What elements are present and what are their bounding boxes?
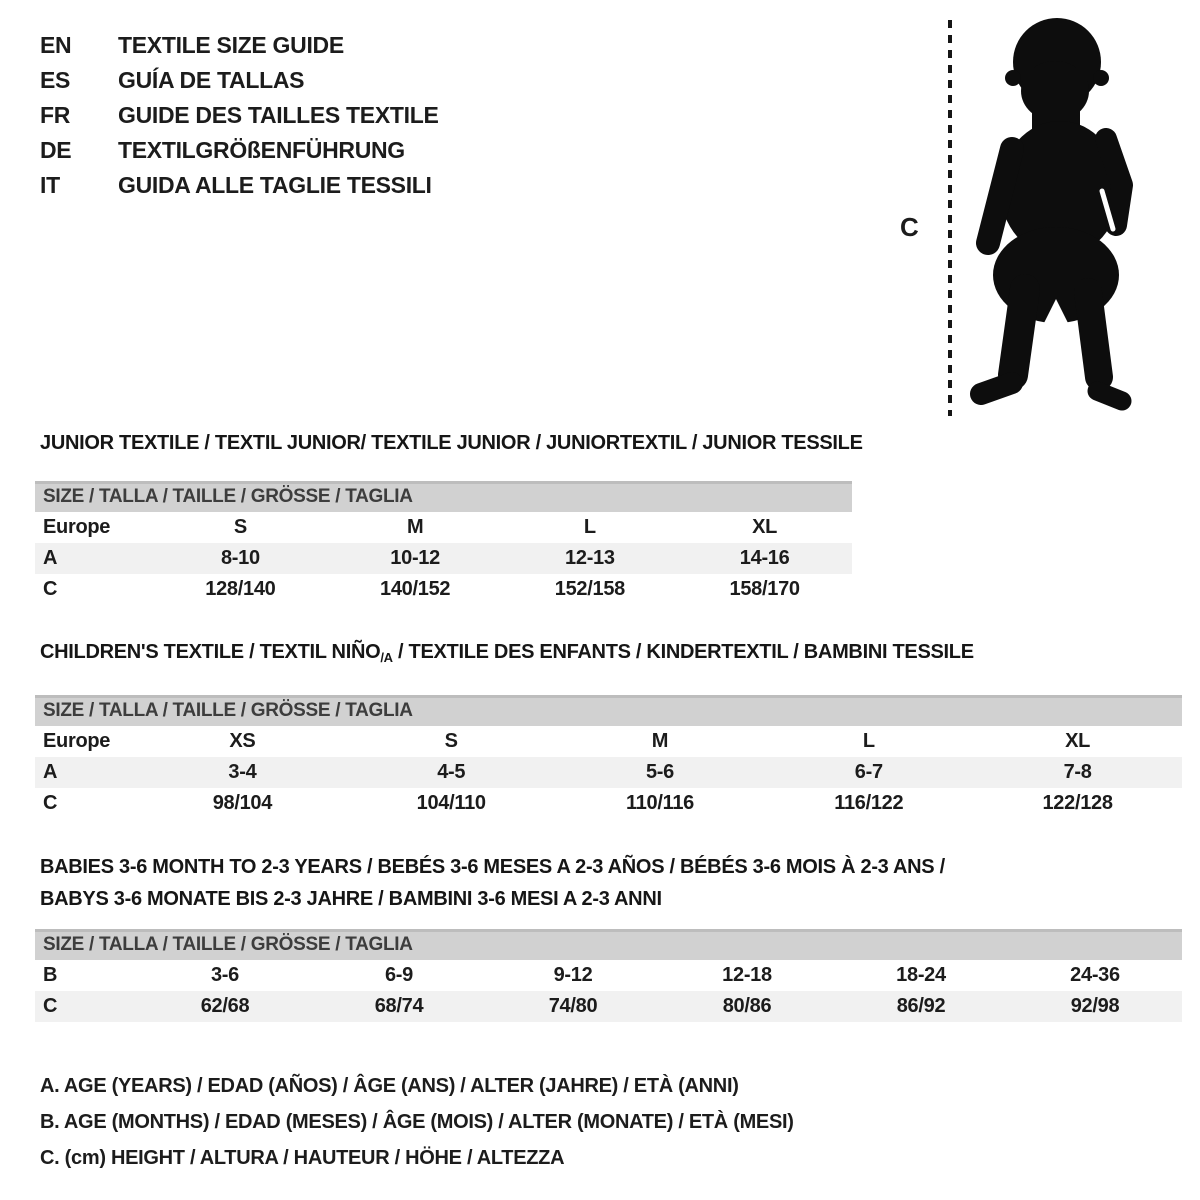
language-row-fr [40, 98, 439, 133]
legend-line-b: B. AGE (MONTHS) / EDAD (MESES) / ÂGE (MOIS) / ALTER (MONATE) / ETÀ (MESI) [40, 1111, 794, 1133]
row-value: 3-4 [228, 761, 257, 783]
row-value: 80/86 [722, 995, 772, 1017]
row-label: Europe [43, 730, 111, 752]
language-row-it [40, 168, 439, 203]
junior-section-title: JUNIOR TEXTILE / TEXTIL JUNIOR/ TEXTILE JUNIOR / JUNIORTEXTIL / JUNIOR TESSILE [40, 432, 863, 454]
row-value: 12-13 [565, 547, 615, 569]
row-value: 104/110 [416, 792, 486, 814]
size-table-header: SIZE / TALLA / TAILLE / GRÖSSE / TAGLIA [35, 695, 1182, 726]
toddler-silhouette-icon [968, 17, 1138, 417]
row-label: A [43, 547, 58, 569]
language-row-en [40, 28, 439, 63]
height-measure-dashed-line [948, 20, 952, 416]
size-table-row [35, 512, 852, 543]
children-title-subscript: /A [380, 650, 393, 665]
size-table-row [35, 543, 852, 574]
children-table-body [35, 726, 1182, 819]
row-value: 5-6 [645, 761, 674, 783]
row-value: M [406, 516, 424, 538]
size-table-row [35, 574, 852, 605]
children-title-main: CHILDREN'S TEXTILE / TEXTIL NIÑO [40, 641, 381, 663]
row-value: L [862, 730, 875, 752]
measurement-legend [40, 1068, 794, 1176]
section-junior-textile [35, 432, 863, 605]
size-table-row [35, 960, 1182, 991]
language-code: DE [40, 137, 72, 163]
babies-size-table [35, 929, 1182, 1022]
size-table-header: SIZE / TALLA / TAILLE / GRÖSSE / TAGLIA [35, 929, 1182, 960]
row-value: 68/74 [374, 995, 424, 1017]
row-value: 116/122 [834, 792, 904, 814]
row-value: 128/140 [205, 578, 276, 600]
row-value: 12-18 [722, 964, 772, 986]
row-label: A [43, 761, 58, 783]
row-value: 6-7 [854, 761, 883, 783]
row-value: M [651, 730, 669, 752]
row-value: 140/152 [380, 578, 451, 600]
legend-line-c: C. (cm) HEIGHT / ALTURA / HAUTEUR / HÖHE / ALTEZZA [40, 1147, 565, 1169]
row-value: 74/80 [548, 995, 598, 1017]
row-label: C [43, 578, 58, 600]
height-measure-label: C [900, 212, 919, 242]
row-value: S [233, 516, 247, 538]
size-table-row [35, 757, 1182, 788]
language-code: IT [40, 172, 60, 198]
row-value: XL [752, 516, 778, 538]
size-table-header: SIZE / TALLA / TAILLE / GRÖSSE / TAGLIA [35, 481, 852, 512]
row-value: XS [229, 730, 256, 752]
row-value: 10-12 [390, 547, 440, 569]
legend-line-a: A. AGE (YEARS) / EDAD (AÑOS) / ÂGE (ANS) / ALTER (JAHRE) / ETÀ (ANNI) [40, 1075, 739, 1097]
row-label: Europe [43, 516, 111, 538]
junior-table-body [35, 512, 852, 605]
guide-title-it: GUIDA ALLE TAGLIE TESSILI [118, 172, 432, 198]
row-value: 6-9 [384, 964, 413, 986]
babies-section-title-line1: BABIES 3-6 MONTH TO 2-3 YEARS / BEBÉS 3-6 MESES A 2-3 AÑOS / BÉBÉS 3-6 MOIS À 2-3 ANS / [40, 856, 945, 878]
row-value: 98/104 [212, 792, 273, 814]
row-value: 14-16 [739, 547, 790, 569]
row-value: 92/98 [1070, 995, 1120, 1017]
row-value: 152/158 [554, 578, 625, 600]
row-value: 7-8 [1063, 761, 1092, 783]
size-table-row [35, 726, 1182, 757]
row-value: 3-6 [210, 964, 239, 986]
row-value: 86/92 [896, 995, 946, 1017]
row-value: 8-10 [220, 547, 260, 569]
size-table-row [35, 991, 1182, 1022]
guide-title-de: TEXTILGRÖßENFÜHRUNG [118, 137, 405, 163]
section-children-textile [35, 641, 1182, 819]
row-value: 18-24 [896, 964, 946, 986]
guide-title-es: GUÍA DE TALLAS [118, 67, 305, 93]
row-value: S [444, 730, 458, 752]
row-value: 62/68 [200, 995, 250, 1017]
row-value: 24-36 [1070, 964, 1120, 986]
size-table-row [35, 788, 1182, 819]
row-label: B [43, 964, 58, 986]
language-code: EN [40, 32, 72, 58]
row-label: C [43, 792, 58, 814]
language-code: FR [40, 102, 71, 128]
children-section-title [35, 641, 1182, 669]
children-title-rest: / TEXTILE DES ENFANTS / KINDERTEXTIL / BAMBINI TESSILE [392, 641, 974, 663]
row-value: 9-12 [553, 964, 593, 986]
row-value: 4-5 [437, 761, 466, 783]
language-code: ES [40, 67, 71, 93]
row-value: XL [1065, 730, 1091, 752]
guide-title-en: TEXTILE SIZE GUIDE [118, 32, 344, 58]
language-row-de [40, 133, 439, 168]
babies-section-title-line2: BABYS 3-6 MONATE BIS 2-3 JAHRE / BAMBINI 3-6 MESI A 2-3 ANNI [40, 888, 662, 910]
row-value: 110/116 [625, 792, 694, 814]
row-value: 158/170 [729, 578, 800, 600]
row-value: L [583, 516, 596, 538]
row-value: 122/128 [1042, 792, 1113, 814]
language-header [40, 28, 439, 203]
row-label: C [43, 995, 58, 1017]
junior-size-table [35, 481, 852, 605]
guide-title-fr: GUIDE DES TAILLES TEXTILE [118, 102, 439, 128]
language-row-es [40, 63, 439, 98]
children-size-table [35, 695, 1182, 819]
babies-table-body [35, 960, 1182, 1022]
section-babies-textile [35, 851, 1182, 1022]
